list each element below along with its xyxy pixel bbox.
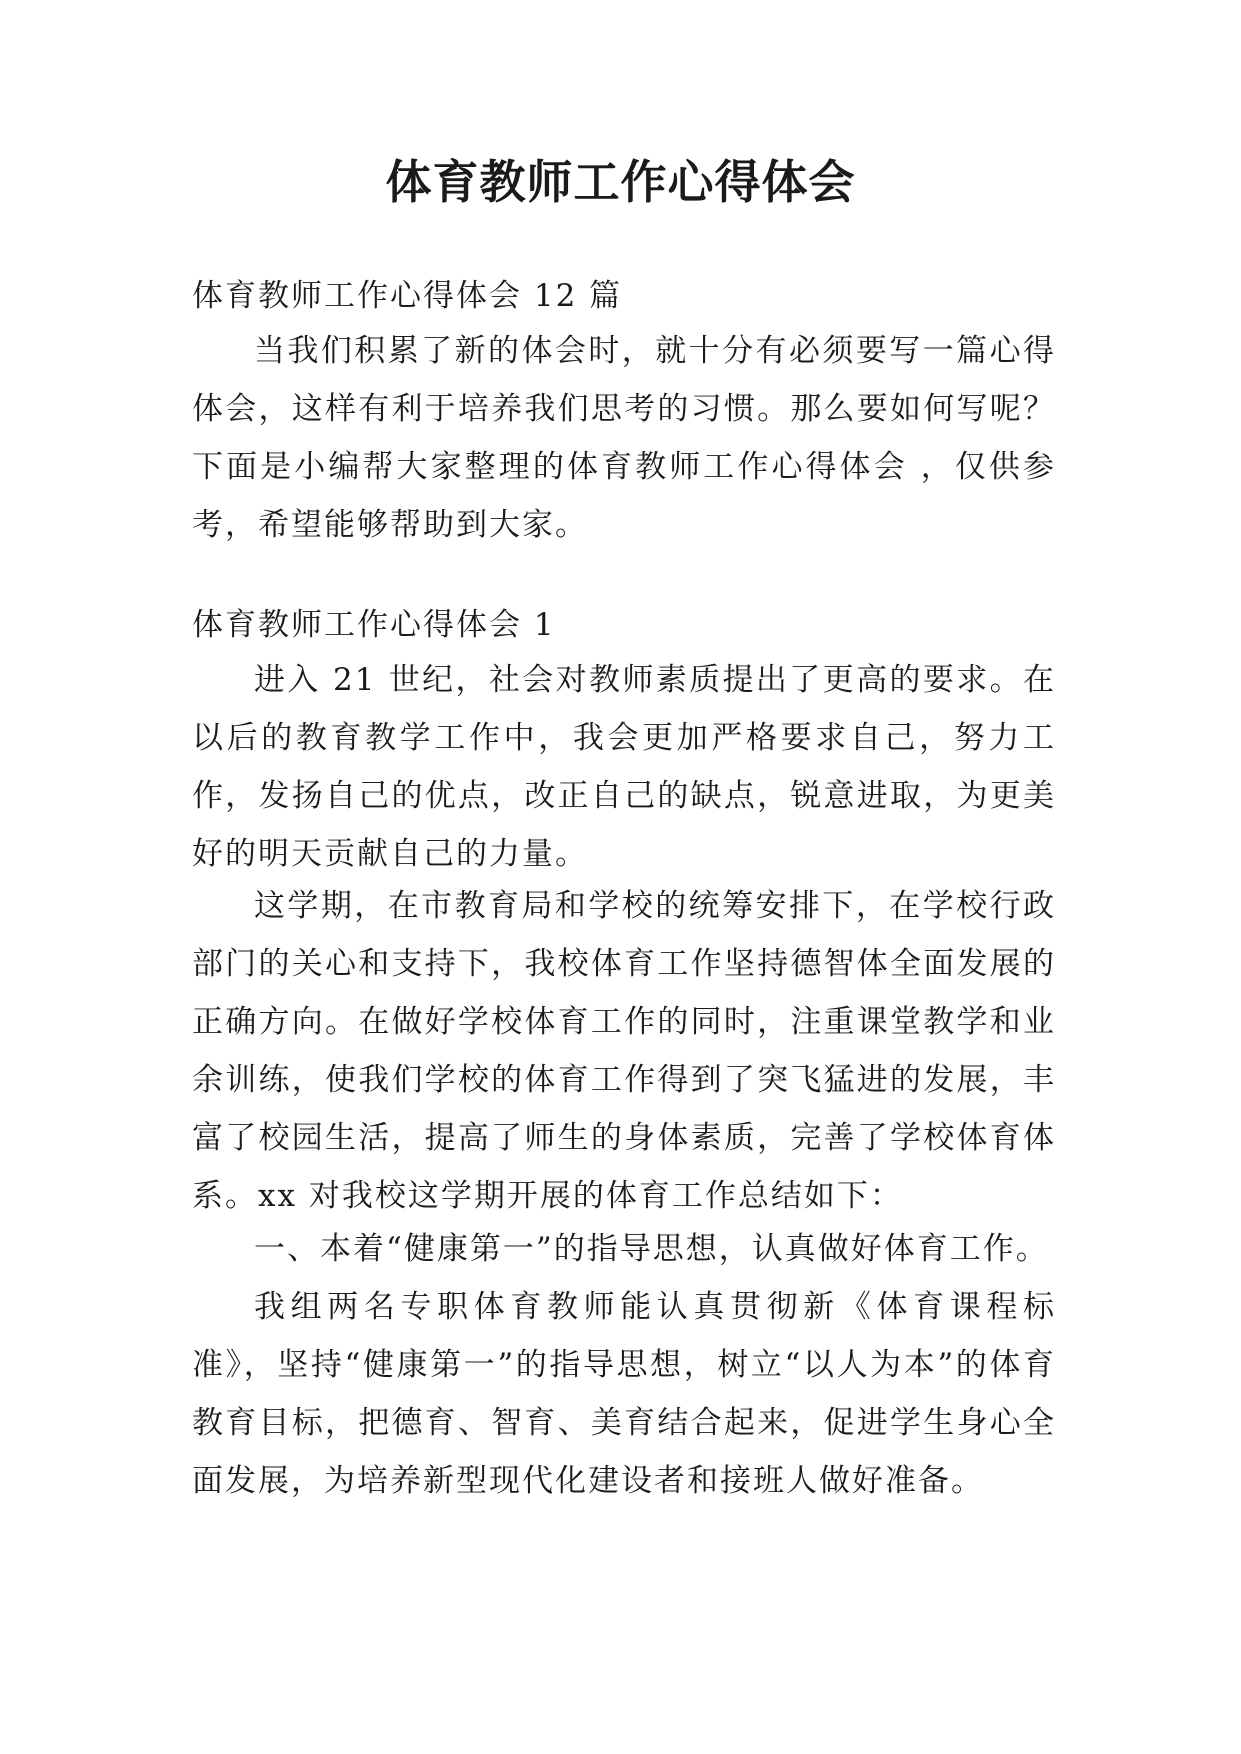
series-heading: 体育教师工作心得体会 12 篇 [192, 278, 623, 314]
document-title: 体育教师工作心得体会 [385, 155, 856, 209]
body-paragraph: 进入 21 世纪，社会对教师素质提出了更高的要求。在以后的教育教学工作中，我会更加严格要求自己，努力工作，发扬自己的优点，改正自己的缺点，锐意进取，为更美好的明天贡献自己的力量。 [192, 662, 1056, 872]
body-paragraph: 我组两名专职体育教师能认真贯彻新《体育课程标准》，坚持“健康第一”的指导思想，树立“以人为本”的体育教育目标，把德育、智育、美育结合起来，促进学生身心全面发展，为培养新型现代化建设者和接班人做好准备。 [192, 1289, 1056, 1499]
intro-paragraph: 当我们积累了新的体会时，就十分有必须要写一篇心得体会，这样有利于培养我们思考的习惯。那么要如何写呢？下面是小编帮大家整理的体育教师工作心得体会 ，仅供参考，希望能够帮助到大家。 [192, 333, 1056, 543]
body-paragraph: 一、本着“健康第一”的指导思想，认真做好体育工作。 [254, 1231, 1049, 1267]
section-heading: 体育教师工作心得体会 1 [192, 607, 556, 643]
body-paragraph: 这学期，在市教育局和学校的统筹安排下，在学校行政部门的关心和支持下，我校体育工作坚持德智体全面发展的正确方向。在做好学校体育工作的同时，注重课堂教学和业余训练，使我们学校的体育工作得到了突飞猛进的发展，丰富了校园生活，提高了师生的身体素质，完善了学校体育体系。xx 对我校这学期开展的体育工作总结如下： [192, 888, 1056, 1214]
